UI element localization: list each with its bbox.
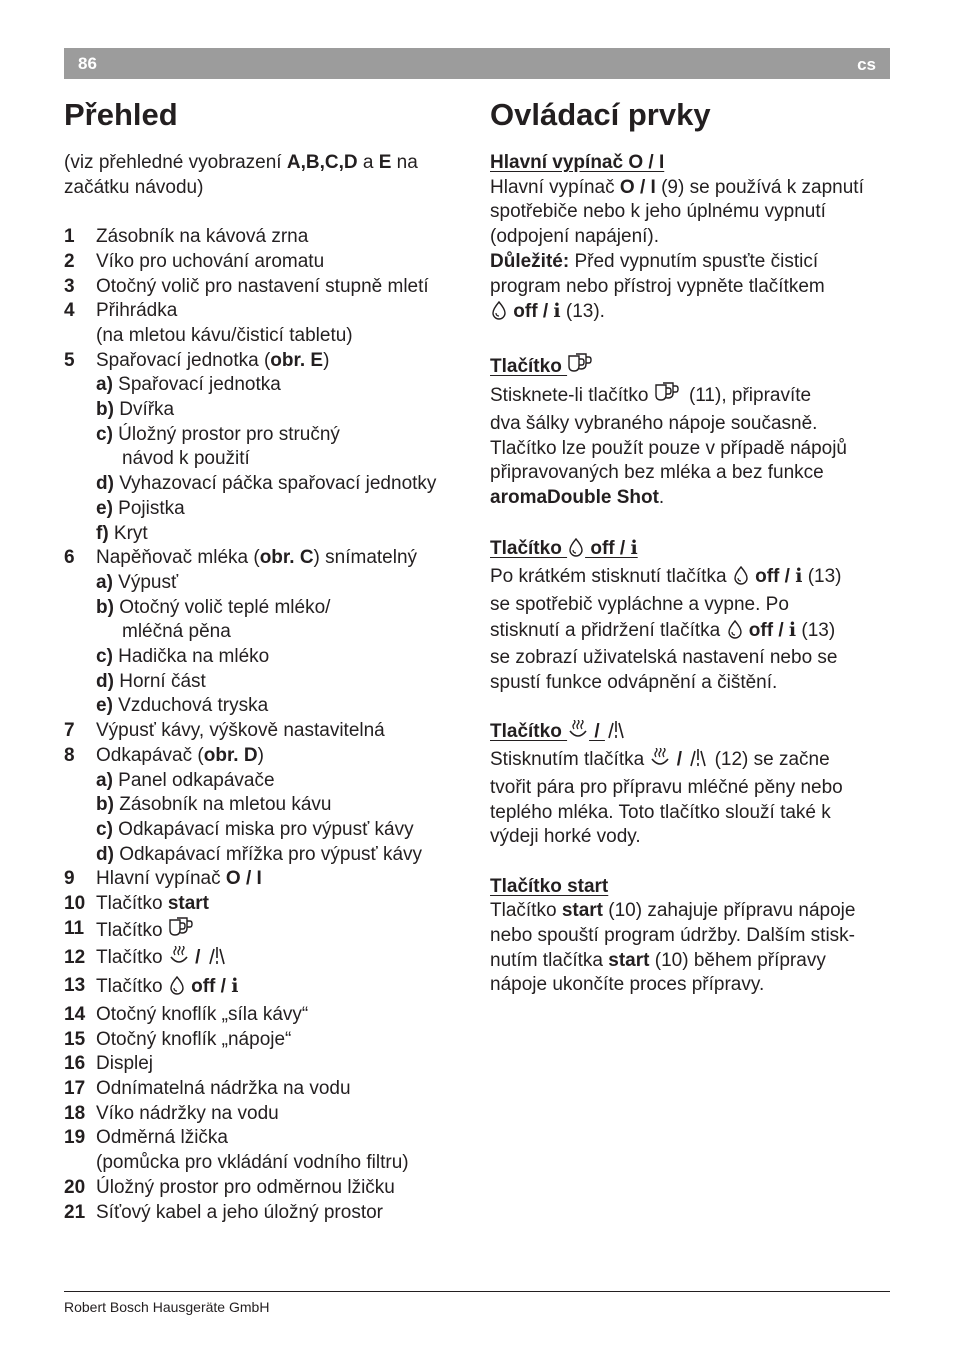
figure-ref: obr. D	[203, 744, 258, 766]
item-number: 3	[64, 275, 75, 297]
overview-column	[64, 151, 484, 1225]
sub-item	[64, 596, 484, 621]
double-cup-icon	[168, 917, 198, 947]
list-item-continued	[64, 324, 484, 349]
separator: /	[189, 947, 206, 969]
start-label: start	[561, 900, 603, 922]
rinse-off-icon	[726, 619, 744, 647]
item-text: Odměrná lžička	[96, 1127, 228, 1149]
info-icon: i	[553, 300, 561, 323]
off-label: off /	[749, 566, 796, 588]
list-item	[64, 917, 484, 947]
intro-text: (viz přehledné vyobrazení	[64, 152, 287, 173]
start-label: start	[167, 893, 209, 915]
list-item	[64, 225, 484, 250]
section-heading-rinse-off	[490, 536, 900, 565]
list-item	[64, 719, 484, 744]
important-label: Důležité:	[490, 250, 570, 272]
item-text: Úložný prostor pro odměrnou lžičku	[96, 1176, 395, 1198]
list-item	[64, 867, 484, 892]
text: Stisknutím tlačítka	[490, 749, 650, 771]
sub-letter: c)	[96, 646, 113, 668]
item-number: 5	[64, 349, 75, 371]
sub-text: Spařovací jednotka	[112, 374, 281, 396]
sub-text: Kryt	[108, 522, 148, 544]
text: (12) se začne	[709, 749, 830, 771]
paragraph-line: se zobrazí uživatelská nastavení nebo se	[490, 647, 838, 669]
item-text: Výpusť kávy, výškově nastavitelná	[96, 720, 385, 742]
heading-text: Tlačítko	[490, 721, 568, 743]
sub-letter: d)	[96, 843, 114, 865]
list-item	[64, 946, 484, 974]
sub-text: Odkapávací miska pro výpusť kávy	[112, 818, 414, 840]
section-heading-power-switch: Hlavní vypínač O / I	[490, 152, 665, 173]
intro-text: na začátku návodu)	[64, 152, 418, 198]
page-header-bar	[64, 48, 890, 79]
item-number: 10	[64, 893, 86, 915]
sub-item	[64, 694, 484, 719]
hot-water-icon	[687, 748, 709, 776]
sub-item	[64, 793, 484, 818]
item-text: Tlačítko	[96, 976, 168, 998]
sub-letter: b)	[96, 794, 114, 816]
sub-letter: a)	[96, 374, 113, 396]
sub-text: Otočný volič teplé mléko/	[113, 596, 331, 618]
sub-letter: a)	[96, 769, 113, 791]
paragraph-line	[490, 949, 900, 974]
item-text: (na mletou kávu/čisticí tabletu)	[96, 324, 353, 346]
off-label: off /	[743, 619, 789, 641]
sub-text: Vyhazovací páčka spařovací jednotky	[113, 473, 437, 495]
info-icon: i	[231, 975, 239, 998]
item-text: )	[257, 744, 264, 766]
sub-item	[64, 522, 484, 547]
sub-letter: b)	[96, 399, 114, 421]
item-number: 2	[64, 250, 75, 272]
text: (10) zahajuje přípravu nápoje	[603, 900, 856, 922]
paragraph-line	[490, 899, 900, 924]
text: Stisknete-li tlačítko	[490, 385, 654, 407]
double-cup-icon	[567, 353, 597, 383]
sub-text: Zásobník na mletou kávu	[113, 794, 332, 816]
paragraph-line: nápoje ukončíte proces přípravy.	[490, 974, 765, 996]
paragraph-line	[490, 486, 900, 511]
rinse-off-icon	[732, 565, 750, 593]
figure-ref: obr. C	[259, 547, 314, 569]
paragraph-line: tvořit pára pro přípravu mléčné pěny nebo	[490, 776, 843, 798]
item-text: (pomůcka pro vkládání vodního filtru)	[96, 1152, 409, 1174]
section-heading-start: Tlačítko start	[490, 875, 609, 897]
sub-text: Úložný prostor pro stručný	[112, 423, 340, 445]
paragraph-line: teplého mléka. Toto tlačítko slouží také k	[490, 801, 831, 823]
item-text: Víko nádržky na vodu	[96, 1102, 279, 1124]
paragraph-line: spustí funkce odvápnění a čištění.	[490, 672, 778, 694]
paragraph-line: připravovaných bez mléka a bez funkce	[490, 462, 824, 484]
sub-item-continued: návod k použití	[122, 448, 250, 470]
item-number: 6	[64, 547, 75, 569]
list-item	[64, 275, 484, 300]
list-item	[64, 349, 484, 374]
item-text: )	[323, 349, 330, 371]
heading-text: Tlačítko	[490, 537, 568, 559]
item-text: Napěňovač mléka (	[96, 547, 260, 569]
list-item	[64, 1176, 484, 1201]
separator: /	[671, 749, 688, 771]
sub-text: Pojistka	[112, 497, 185, 519]
aroma-double-shot-label: aromaDouble Shot	[490, 487, 659, 509]
info-icon: i	[795, 565, 803, 588]
off-label: off /	[185, 976, 232, 998]
item-number: 4	[64, 300, 75, 322]
sub-text: Odkapávací mřížka pro výpusť kávy	[113, 843, 423, 865]
text: (9) se používá k zapnutí	[655, 176, 864, 198]
list-item	[64, 1028, 484, 1053]
heading-text: Tlačítko	[490, 355, 568, 377]
power-switch-symbol: O / I	[225, 868, 262, 890]
list-item	[64, 1003, 484, 1028]
list-item	[64, 546, 484, 571]
item-number: 21	[64, 1201, 86, 1223]
page-number: 86	[78, 54, 97, 73]
sub-text: Výpusť	[112, 571, 179, 593]
paragraph-line: (odpojení napájení).	[490, 226, 660, 248]
item-number: 8	[64, 744, 75, 766]
item-number: 16	[64, 1053, 86, 1075]
paragraph-line: nebo spouští program údržby. Dalším stisk-	[490, 925, 856, 947]
item-text: Odnímatelná nádržka na vodu	[96, 1078, 351, 1099]
text: Po krátkém stisknutí tlačítka	[490, 566, 732, 588]
sub-letter: f)	[96, 522, 109, 544]
overview-intro	[64, 151, 484, 200]
separator: /	[589, 721, 605, 743]
item-text: Spařovací jednotka (	[96, 349, 271, 371]
item-number: 7	[64, 720, 75, 742]
item-number: 9	[64, 868, 75, 890]
sub-text: Hadička na mléko	[112, 646, 270, 668]
paragraph-line	[490, 382, 900, 412]
item-number: 12	[64, 947, 86, 969]
off-label: off /	[508, 301, 554, 323]
hot-water-icon	[206, 946, 228, 974]
info-icon: i	[788, 618, 797, 641]
text: (13)	[802, 566, 842, 588]
text: (13).	[560, 301, 605, 323]
off-label: off /	[585, 537, 631, 559]
text: nutím tlačítka	[490, 949, 609, 971]
item-number: 17	[64, 1078, 86, 1099]
item-number: 14	[64, 1003, 86, 1025]
item-text: Odkapávač (	[96, 744, 204, 766]
intro-text: a	[357, 152, 379, 173]
item-number: 1	[64, 226, 75, 248]
list-item	[64, 250, 484, 275]
text: (13)	[796, 619, 836, 641]
sub-item	[64, 670, 484, 695]
intro-figures: A,B,C,D	[286, 152, 358, 173]
sub-text: Panel odkapávače	[112, 769, 275, 791]
item-text: Víko pro uchování aromatu	[96, 250, 325, 272]
item-text: Síťový kabel a jeho úložný prostor	[96, 1201, 384, 1223]
sub-item	[64, 571, 484, 596]
sub-text: Dvířka	[113, 399, 175, 421]
section-heading-double-cup	[490, 353, 900, 383]
steam-icon	[649, 748, 671, 776]
item-number: 11	[64, 917, 85, 939]
item-text: Zásobník na kávová zrna	[96, 226, 309, 248]
list-item	[64, 892, 484, 917]
sub-text: Horní část	[113, 670, 206, 692]
sub-letter: e)	[96, 497, 113, 519]
sub-letter: b)	[96, 596, 114, 618]
text: .	[658, 487, 665, 509]
paragraph-line: program nebo přístroj vypněte tlačítkem	[490, 275, 825, 297]
list-item	[64, 299, 484, 324]
power-switch-symbol: O / I	[619, 176, 656, 198]
item-text: Otočný knoflík „nápoje“	[96, 1028, 292, 1050]
list-item	[64, 1201, 484, 1226]
paragraph-line: se spotřebič vypláchne a vypne. Po	[490, 593, 789, 615]
list-item	[64, 1077, 484, 1102]
paragraph-line	[490, 748, 900, 776]
paragraph-line	[490, 250, 900, 275]
sub-letter: c)	[96, 818, 113, 840]
section-heading-steam	[490, 720, 900, 748]
item-number: 19	[64, 1127, 86, 1149]
text: stisknutí a přidržení tlačítka	[490, 619, 726, 641]
item-text: Tlačítko	[96, 919, 168, 941]
intro-figure-e: E	[378, 152, 392, 173]
rinse-off-icon	[168, 975, 186, 1003]
steam-icon	[567, 720, 589, 748]
sub-item	[64, 843, 484, 868]
controls-title: Ovládací prvky	[490, 97, 711, 132]
sub-text: Vzduchová tryska	[112, 695, 269, 717]
sub-item-continued: mléčná pěna	[122, 621, 231, 643]
list-item-continued	[64, 1151, 484, 1176]
sub-item	[64, 423, 484, 448]
list-item	[64, 1102, 484, 1127]
paragraph-line	[490, 176, 900, 201]
item-text: Hlavní vypínač	[96, 868, 226, 890]
sub-letter: d)	[96, 670, 114, 692]
item-number: 20	[64, 1176, 86, 1198]
item-text: Otočný knoflík „síla kávy“	[96, 1003, 309, 1025]
paragraph-line	[490, 618, 900, 647]
controls-column	[490, 151, 900, 998]
item-text: Otočný volič pro nastavení stupně mletí	[96, 275, 429, 297]
text: (10) během přípravy	[649, 949, 826, 971]
sub-item	[64, 818, 484, 843]
paragraph-line: dva šálky vybraného nápoje současně.	[490, 413, 818, 435]
sub-letter: d)	[96, 473, 114, 495]
paragraph-line	[490, 564, 900, 593]
text: Před vypnutím spusťte čisticí	[569, 250, 819, 272]
sub-item	[64, 373, 484, 398]
start-label: start	[608, 949, 650, 971]
footer-divider	[64, 1291, 890, 1292]
item-number: 13	[64, 975, 86, 997]
paragraph-line: spotřebiče nebo k jeho úplnému vypnutí	[490, 201, 826, 223]
figure-ref: obr. E	[270, 349, 324, 371]
sub-item	[64, 398, 484, 423]
sub-item	[64, 472, 484, 497]
paragraph-line	[490, 299, 900, 328]
footer-company: Robert Bosch Hausgeräte GmbH	[64, 1299, 270, 1315]
text: Tlačítko	[490, 900, 562, 922]
steam-icon	[168, 946, 190, 974]
list-item	[64, 1126, 484, 1151]
sub-item	[64, 769, 484, 794]
sub-letter: e)	[96, 695, 113, 717]
list-item	[64, 974, 484, 1003]
item-text: Tlačítko	[96, 947, 168, 969]
info-icon: i	[630, 536, 638, 559]
hot-water-icon	[605, 720, 627, 748]
sub-letter: a)	[96, 571, 113, 593]
item-text: Tlačítko	[96, 893, 168, 915]
list-item	[64, 1052, 484, 1077]
item-text: ) snímatelný	[313, 547, 418, 569]
sub-item	[64, 497, 484, 522]
text: Hlavní vypínač	[490, 176, 620, 198]
paragraph-line: Tlačítko lze použít pouze v případě nápojů	[490, 437, 848, 459]
item-text: Displej	[96, 1053, 154, 1075]
language-code: cs	[857, 55, 876, 74]
sub-item	[64, 645, 484, 670]
item-number: 15	[64, 1028, 86, 1050]
item-number: 18	[64, 1102, 86, 1124]
text: (11), připravíte	[683, 385, 812, 407]
paragraph-line: výdeji horké vody.	[490, 826, 641, 848]
rinse-off-icon	[567, 537, 585, 565]
overview-title: Přehled	[64, 97, 178, 132]
sub-letter: c)	[96, 423, 113, 445]
rinse-off-icon	[490, 300, 508, 328]
item-text: Přihrádka	[96, 300, 178, 322]
list-item	[64, 744, 484, 769]
double-cup-icon	[654, 382, 684, 412]
